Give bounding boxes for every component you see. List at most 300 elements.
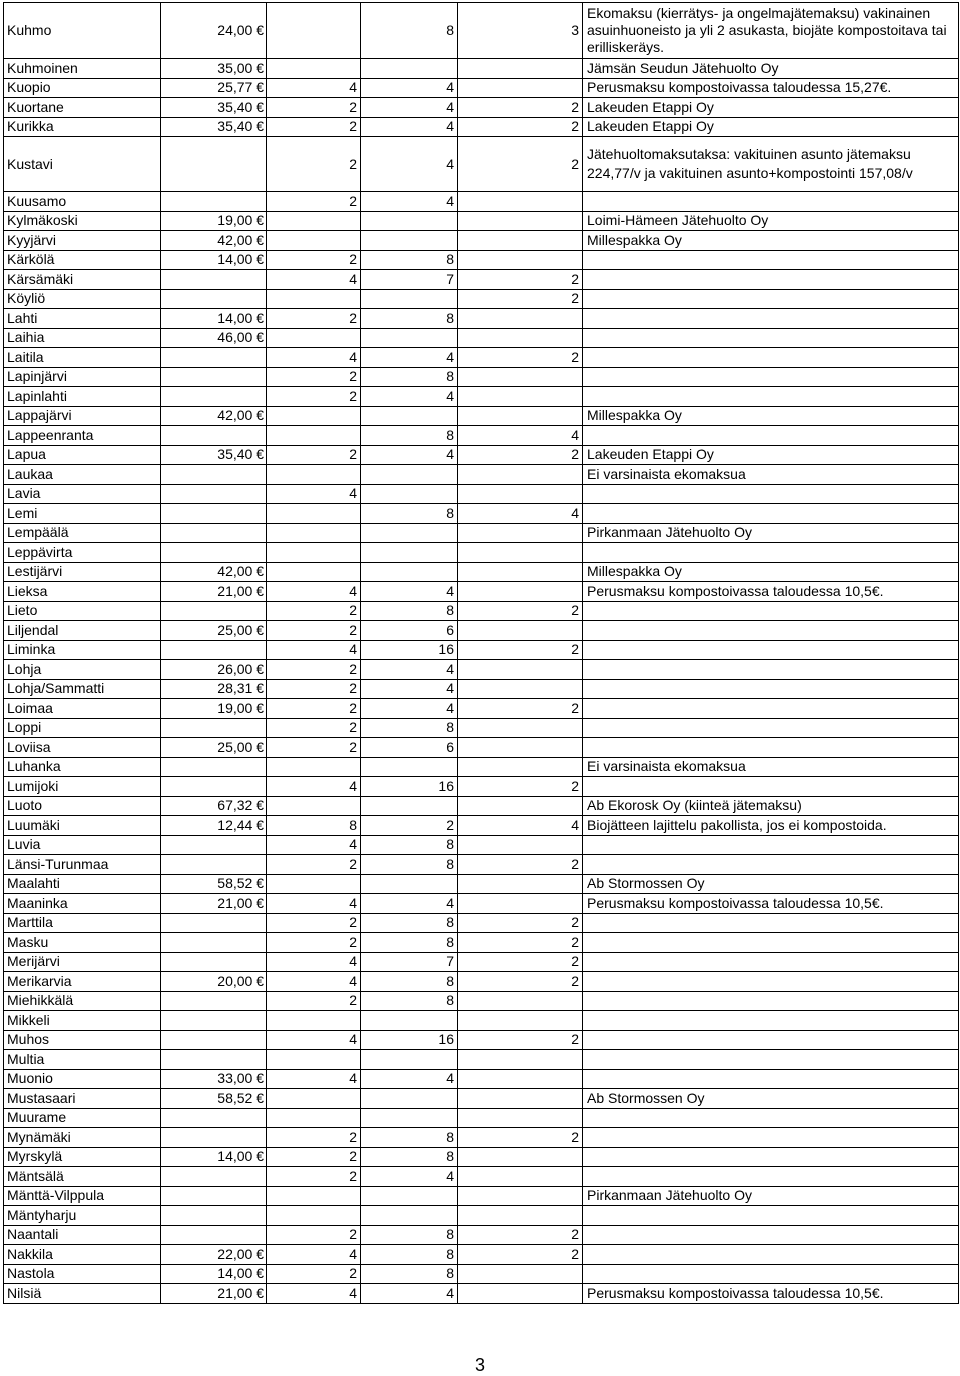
- count-col-3: 2: [458, 601, 583, 621]
- municipality-name: Lapinjärvi: [4, 367, 161, 387]
- count-col-1: 2: [267, 98, 361, 118]
- count-col-2: [361, 484, 458, 504]
- table-row: [4, 894, 959, 914]
- municipality-name: Kärsämäki: [4, 270, 161, 290]
- note-text: Jätehuoltomaksutaksa: vakituinen asunto jätemaksu 224,77/v ja vakituinen asunto+kompostointi 157,08/v: [583, 137, 959, 192]
- note-text: Lakeuden Etappi Oy: [583, 98, 959, 118]
- table-row: [4, 484, 959, 504]
- count-col-1: 4: [267, 1030, 361, 1050]
- table-row: [4, 679, 959, 699]
- count-col-3: [458, 991, 583, 1011]
- count-col-3: [458, 465, 583, 485]
- note-text: [583, 1069, 959, 1089]
- count-col-1: 2: [267, 387, 361, 407]
- municipality-name: Lumijoki: [4, 777, 161, 797]
- fee-amount: [161, 991, 267, 1011]
- fee-amount: [161, 543, 267, 563]
- note-text: [583, 991, 959, 1011]
- count-col-3: [458, 1069, 583, 1089]
- table-row: [4, 328, 959, 348]
- count-col-1: 4: [267, 894, 361, 914]
- municipality-name: Nakkila: [4, 1245, 161, 1265]
- fee-amount: 42,00 €: [161, 231, 267, 251]
- count-col-3: [458, 231, 583, 251]
- note-text: [583, 426, 959, 446]
- note-text: Millespakka Oy: [583, 231, 959, 251]
- table-row: [4, 699, 959, 719]
- count-col-1: [267, 874, 361, 894]
- count-col-3: [458, 718, 583, 738]
- count-col-3: [458, 1147, 583, 1167]
- count-col-2: [361, 562, 458, 582]
- table-row: [4, 445, 959, 465]
- municipality-name: Luvia: [4, 835, 161, 855]
- table-row: [4, 117, 959, 137]
- count-col-2: 8: [361, 933, 458, 953]
- table-row: [4, 913, 959, 933]
- count-col-2: 16: [361, 777, 458, 797]
- table-row: [4, 640, 959, 660]
- count-col-3: [458, 894, 583, 914]
- count-col-3: 2: [458, 933, 583, 953]
- table-row: [4, 601, 959, 621]
- count-col-3: 2: [458, 952, 583, 972]
- count-col-2: [361, 231, 458, 251]
- count-col-2: 8: [361, 1245, 458, 1265]
- count-col-3: [458, 874, 583, 894]
- table-row: [4, 387, 959, 407]
- table-row: [4, 1206, 959, 1226]
- fee-amount: [161, 137, 267, 192]
- table-row: [4, 250, 959, 270]
- count-col-2: [361, 1050, 458, 1070]
- count-col-3: [458, 387, 583, 407]
- municipality-name: Kyyjärvi: [4, 231, 161, 251]
- note-text: [583, 640, 959, 660]
- municipality-name: Kurikka: [4, 117, 161, 137]
- table-row: [4, 991, 959, 1011]
- count-col-1: 2: [267, 660, 361, 680]
- note-text: [583, 679, 959, 699]
- count-col-2: [361, 59, 458, 79]
- note-text: [583, 913, 959, 933]
- count-col-3: [458, 543, 583, 563]
- count-col-1: [267, 1050, 361, 1070]
- count-col-3: [458, 484, 583, 504]
- note-text: [583, 543, 959, 563]
- count-col-2: [361, 328, 458, 348]
- count-col-3: [458, 738, 583, 758]
- municipality-name: Kylmäkoski: [4, 211, 161, 231]
- count-col-1: 2: [267, 699, 361, 719]
- count-col-2: 8: [361, 1264, 458, 1284]
- count-col-1: [267, 796, 361, 816]
- count-col-1: 4: [267, 972, 361, 992]
- fee-amount: 58,52 €: [161, 1089, 267, 1109]
- municipality-name: Muhos: [4, 1030, 161, 1050]
- table-row: [4, 1089, 959, 1109]
- municipality-name: Loimaa: [4, 699, 161, 719]
- note-text: [583, 933, 959, 953]
- municipality-name: Lapua: [4, 445, 161, 465]
- count-col-3: 2: [458, 1225, 583, 1245]
- count-col-3: 2: [458, 98, 583, 118]
- fee-amount: [161, 270, 267, 290]
- table-row: [4, 270, 959, 290]
- count-col-2: 4: [361, 582, 458, 602]
- count-col-1: [267, 562, 361, 582]
- count-col-1: [267, 231, 361, 251]
- note-text: Millespakka Oy: [583, 406, 959, 426]
- municipality-name: Lempäälä: [4, 523, 161, 543]
- count-col-2: [361, 1011, 458, 1031]
- count-col-2: [361, 465, 458, 485]
- count-col-3: [458, 660, 583, 680]
- note-text: Ab Ekorosk Oy (kiinteä jätemaksu): [583, 796, 959, 816]
- table-row: [4, 1264, 959, 1284]
- fee-amount: 58,52 €: [161, 874, 267, 894]
- note-text: Ab Stormossen Oy: [583, 874, 959, 894]
- count-col-2: 4: [361, 192, 458, 212]
- fee-amount: 22,00 €: [161, 1245, 267, 1265]
- count-col-2: 4: [361, 445, 458, 465]
- count-col-2: 8: [361, 3, 458, 59]
- count-col-3: [458, 250, 583, 270]
- fee-amount: 26,00 €: [161, 660, 267, 680]
- municipality-name: Lemi: [4, 504, 161, 524]
- count-col-1: [267, 1206, 361, 1226]
- fee-amount: [161, 289, 267, 309]
- count-col-2: 8: [361, 504, 458, 524]
- count-col-1: 2: [267, 621, 361, 641]
- count-col-1: 2: [267, 738, 361, 758]
- table-body: [4, 3, 959, 1304]
- fee-amount: [161, 1108, 267, 1128]
- table-row: [4, 621, 959, 641]
- municipality-name: Multia: [4, 1050, 161, 1070]
- note-text: Ei varsinaista ekomaksua: [583, 757, 959, 777]
- note-text: [583, 328, 959, 348]
- count-col-1: [267, 1011, 361, 1031]
- municipality-name: Nilsiä: [4, 1284, 161, 1304]
- note-text: [583, 1245, 959, 1265]
- count-col-2: 4: [361, 1167, 458, 1187]
- note-text: [583, 777, 959, 797]
- municipality-name: Luoto: [4, 796, 161, 816]
- note-text: Pirkanmaan Jätehuolto Oy: [583, 1186, 959, 1206]
- count-col-3: [458, 679, 583, 699]
- fee-amount: [161, 367, 267, 387]
- note-text: Perusmaksu kompostoivassa taloudessa 15,27€.: [583, 78, 959, 98]
- count-col-2: [361, 1186, 458, 1206]
- count-col-1: 2: [267, 913, 361, 933]
- municipality-name: Lohja/Sammatti: [4, 679, 161, 699]
- municipality-name: Maalahti: [4, 874, 161, 894]
- count-col-1: 2: [267, 367, 361, 387]
- table-row: [4, 855, 959, 875]
- note-text: [583, 601, 959, 621]
- table-row: [4, 367, 959, 387]
- note-text: [583, 660, 959, 680]
- fee-amount: [161, 1167, 267, 1187]
- fee-amount: 42,00 €: [161, 562, 267, 582]
- fee-amount: [161, 192, 267, 212]
- table-row: [4, 1011, 959, 1031]
- note-text: [583, 387, 959, 407]
- municipality-name: Lieto: [4, 601, 161, 621]
- fee-amount: [161, 523, 267, 543]
- municipality-name: Maaninka: [4, 894, 161, 914]
- fee-amount: 12,44 €: [161, 816, 267, 836]
- municipality-name: Muurame: [4, 1108, 161, 1128]
- municipality-waste-fee-table: [3, 2, 959, 1304]
- count-col-2: [361, 874, 458, 894]
- count-col-1: [267, 406, 361, 426]
- count-col-1: 2: [267, 718, 361, 738]
- table-row: [4, 562, 959, 582]
- municipality-name: Naantali: [4, 1225, 161, 1245]
- count-col-1: 4: [267, 270, 361, 290]
- count-col-1: 2: [267, 855, 361, 875]
- note-text: [583, 250, 959, 270]
- note-text: [583, 952, 959, 972]
- fee-amount: [161, 387, 267, 407]
- municipality-name: Muonio: [4, 1069, 161, 1089]
- count-col-1: 2: [267, 309, 361, 329]
- municipality-name: Köyliö: [4, 289, 161, 309]
- count-col-3: 2: [458, 117, 583, 137]
- municipality-name: Mustasaari: [4, 1089, 161, 1109]
- note-text: [583, 972, 959, 992]
- count-col-1: 2: [267, 1167, 361, 1187]
- count-col-2: 8: [361, 972, 458, 992]
- note-text: Ei varsinaista ekomaksua: [583, 465, 959, 485]
- count-col-3: 2: [458, 137, 583, 192]
- note-text: Pirkanmaan Jätehuolto Oy: [583, 523, 959, 543]
- municipality-name: Marttila: [4, 913, 161, 933]
- count-col-2: 4: [361, 699, 458, 719]
- municipality-name: Liljendal: [4, 621, 161, 641]
- count-col-2: [361, 211, 458, 231]
- note-text: Ekomaksu (kierrätys- ja ongelmajätemaksu) vakinainen asuinhuoneisto ja yli 2 asukasta, biojäte kompostoitava tai erilliskeräys.: [583, 3, 959, 59]
- fee-amount: [161, 484, 267, 504]
- table-row: [4, 523, 959, 543]
- table-row: [4, 543, 959, 563]
- fee-amount: 14,00 €: [161, 1147, 267, 1167]
- count-col-1: [267, 3, 361, 59]
- note-text: [583, 1030, 959, 1050]
- count-col-1: [267, 1108, 361, 1128]
- count-col-2: 4: [361, 1284, 458, 1304]
- table-row: [4, 78, 959, 98]
- fee-amount: [161, 1186, 267, 1206]
- fee-amount: [161, 1050, 267, 1070]
- municipality-name: Länsi-Turunmaa: [4, 855, 161, 875]
- count-col-2: 8: [361, 855, 458, 875]
- table-row: [4, 98, 959, 118]
- table-row: [4, 816, 959, 836]
- count-col-1: [267, 465, 361, 485]
- count-col-1: 2: [267, 117, 361, 137]
- count-col-2: 4: [361, 894, 458, 914]
- note-text: [583, 699, 959, 719]
- count-col-1: [267, 328, 361, 348]
- count-col-3: 4: [458, 504, 583, 524]
- table-row: [4, 59, 959, 79]
- municipality-name: Kustavi: [4, 137, 161, 192]
- count-col-1: 2: [267, 192, 361, 212]
- fee-amount: [161, 1206, 267, 1226]
- count-col-3: [458, 59, 583, 79]
- count-col-1: 2: [267, 1128, 361, 1148]
- fee-amount: [161, 1225, 267, 1245]
- table-row: [4, 192, 959, 212]
- count-col-3: [458, 1284, 583, 1304]
- count-col-3: 2: [458, 972, 583, 992]
- table-row: [4, 952, 959, 972]
- municipality-name: Lohja: [4, 660, 161, 680]
- count-col-1: 4: [267, 835, 361, 855]
- note-text: Lakeuden Etappi Oy: [583, 117, 959, 137]
- fee-amount: 35,00 €: [161, 59, 267, 79]
- municipality-name: Lestijärvi: [4, 562, 161, 582]
- count-col-1: [267, 289, 361, 309]
- table-row: [4, 137, 959, 192]
- note-text: [583, 1167, 959, 1187]
- fee-amount: [161, 855, 267, 875]
- fee-amount: [161, 718, 267, 738]
- count-col-2: 16: [361, 1030, 458, 1050]
- table-row: [4, 718, 959, 738]
- count-col-3: [458, 211, 583, 231]
- count-col-2: 4: [361, 137, 458, 192]
- fee-amount: [161, 348, 267, 368]
- count-col-1: 2: [267, 601, 361, 621]
- count-col-2: [361, 1108, 458, 1128]
- count-col-2: 4: [361, 679, 458, 699]
- count-col-2: [361, 523, 458, 543]
- municipality-name: Kuusamo: [4, 192, 161, 212]
- municipality-name: Mänttä-Vilppula: [4, 1186, 161, 1206]
- municipality-name: Miehikkälä: [4, 991, 161, 1011]
- count-col-1: [267, 1089, 361, 1109]
- table-row: [4, 777, 959, 797]
- table-row: [4, 406, 959, 426]
- note-text: [583, 1264, 959, 1284]
- count-col-3: [458, 621, 583, 641]
- count-col-1: [267, 426, 361, 446]
- count-col-2: 6: [361, 738, 458, 758]
- count-col-3: 2: [458, 270, 583, 290]
- count-col-1: 4: [267, 78, 361, 98]
- count-col-1: [267, 211, 361, 231]
- fee-amount: 14,00 €: [161, 309, 267, 329]
- note-text: [583, 1225, 959, 1245]
- table-row: [4, 835, 959, 855]
- table-row: [4, 1069, 959, 1089]
- municipality-name: Liminka: [4, 640, 161, 660]
- count-col-3: 2: [458, 289, 583, 309]
- fee-amount: [161, 504, 267, 524]
- municipality-name: Merikarvia: [4, 972, 161, 992]
- note-text: [583, 718, 959, 738]
- count-col-3: 2: [458, 913, 583, 933]
- count-col-2: 8: [361, 367, 458, 387]
- table-row: [4, 504, 959, 524]
- municipality-name: Nastola: [4, 1264, 161, 1284]
- count-col-3: 2: [458, 699, 583, 719]
- count-col-2: 4: [361, 348, 458, 368]
- table-row: [4, 309, 959, 329]
- count-col-2: [361, 1206, 458, 1226]
- count-col-2: 4: [361, 98, 458, 118]
- count-col-3: 2: [458, 855, 583, 875]
- fee-amount: 14,00 €: [161, 1264, 267, 1284]
- fee-amount: [161, 465, 267, 485]
- fee-amount: 25,00 €: [161, 738, 267, 758]
- count-col-3: [458, 309, 583, 329]
- fee-amount: 46,00 €: [161, 328, 267, 348]
- count-col-2: [361, 757, 458, 777]
- count-col-3: [458, 1264, 583, 1284]
- count-col-1: [267, 523, 361, 543]
- municipality-name: Kuhmo: [4, 3, 161, 59]
- fee-amount: [161, 426, 267, 446]
- fee-amount: 19,00 €: [161, 211, 267, 231]
- table-row: [4, 3, 959, 59]
- municipality-name: Luhanka: [4, 757, 161, 777]
- fee-amount: 25,00 €: [161, 621, 267, 641]
- count-col-3: [458, 1050, 583, 1070]
- table-row: [4, 1128, 959, 1148]
- count-col-3: [458, 78, 583, 98]
- count-col-1: [267, 59, 361, 79]
- count-col-3: 2: [458, 1245, 583, 1265]
- count-col-1: 4: [267, 582, 361, 602]
- count-col-2: 7: [361, 270, 458, 290]
- municipality-name: Kuortane: [4, 98, 161, 118]
- count-col-3: [458, 835, 583, 855]
- count-col-1: [267, 504, 361, 524]
- municipality-name: Lappeenranta: [4, 426, 161, 446]
- note-text: Ab Stormossen Oy: [583, 1089, 959, 1109]
- count-col-2: [361, 796, 458, 816]
- count-col-2: 8: [361, 1128, 458, 1148]
- count-col-2: 8: [361, 426, 458, 446]
- count-col-3: [458, 757, 583, 777]
- table-row: [4, 1186, 959, 1206]
- count-col-1: 2: [267, 679, 361, 699]
- fee-amount: 35,40 €: [161, 445, 267, 465]
- count-col-3: [458, 1108, 583, 1128]
- fee-amount: [161, 952, 267, 972]
- count-col-3: 4: [458, 426, 583, 446]
- count-col-3: 2: [458, 348, 583, 368]
- note-text: [583, 1011, 959, 1031]
- table-row: [4, 1167, 959, 1187]
- note-text: [583, 270, 959, 290]
- count-col-3: [458, 1011, 583, 1031]
- table-row: [4, 582, 959, 602]
- fee-amount: 25,77 €: [161, 78, 267, 98]
- note-text: Millespakka Oy: [583, 562, 959, 582]
- count-col-2: [361, 1089, 458, 1109]
- count-col-3: [458, 1089, 583, 1109]
- table-row: [4, 874, 959, 894]
- table-row: [4, 1284, 959, 1304]
- count-col-1: 4: [267, 484, 361, 504]
- fee-amount: 19,00 €: [161, 699, 267, 719]
